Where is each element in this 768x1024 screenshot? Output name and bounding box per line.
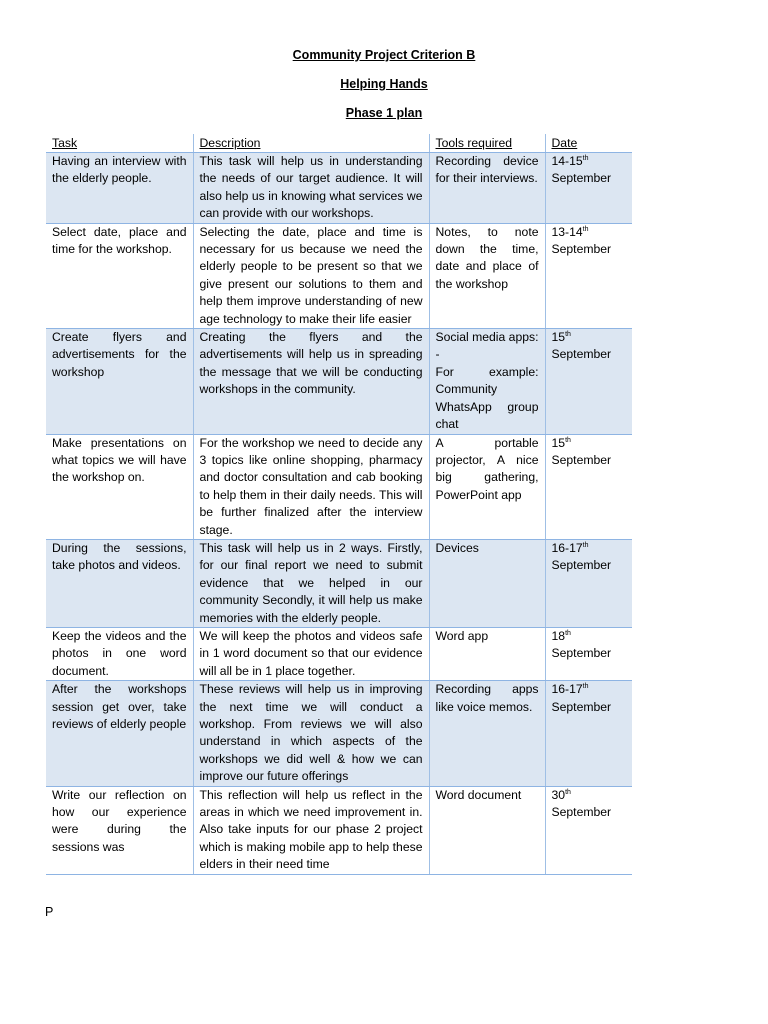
table-header-row [46,134,632,153]
date-month: September [551,558,612,573]
task-cell: During the sessions, take photos and videos. [46,539,193,627]
table-row [46,153,632,224]
table-row [46,681,632,786]
document-title: Community Project Criterion B [292,48,476,62]
date-day: 14-15 [551,154,583,168]
date-suffix: th [565,629,571,637]
date-suffix: th [582,541,589,549]
date-day: 13-14 [551,224,583,239]
task-cell: Having an interview with the elderly people. [46,153,193,224]
task-cell: After the workshops session get over, take reviews of elderly people [46,681,193,786]
date-cell [545,539,632,627]
column-header-date: Date [545,134,632,153]
task-cell: Make presentations on what topics we will have the workshop on. [46,434,193,539]
tools-cell: Devices [429,539,545,627]
tools-cell: A portable projector, A nice big gathering, PowerPoint app [429,434,545,539]
footer-text: P [45,905,54,919]
date-day: 15 [551,330,566,345]
date-month: September [551,171,612,186]
date-cell [545,681,632,786]
tools-cell: Social media apps: - For example: Community WhatsApp group chat [429,329,545,434]
date-day: 15 [551,435,566,450]
date-day: 30 [551,787,566,802]
tools-cell: Word app [429,627,545,680]
table-row [46,539,632,627]
description-cell: We will keep the photos and videos safe in 1 word document so that our evidence will all be in 1 place together. [193,627,429,680]
date-day: 18 [551,628,566,643]
date-suffix: th [582,225,589,233]
date-cell [545,223,632,328]
table-row [46,223,632,328]
date-cell [545,786,632,874]
date-month: September [551,347,612,362]
description-cell: This reflection will help us reflect in the areas in which we need improvement in. Also take inputs for our phase 2 project which is making mobile app to help these elders in their need time [193,786,429,874]
plan-table [46,134,632,875]
tools-cell: Recording device for their interviews. [429,153,545,224]
date-cell [545,627,632,680]
date-day: 16-17 [551,540,583,555]
project-name: Helping Hands [340,77,428,91]
date-suffix: th [565,331,571,338]
column-header-description: Description [193,134,429,153]
tools-cell: Word document [429,786,545,874]
table-row [46,434,632,539]
date-cell [545,434,632,539]
date-suffix: th [582,154,589,162]
date-month: September [551,805,612,820]
phase-title: Phase 1 plan [345,106,423,120]
description-cell: This task will help us in understanding the needs of our target audience. It will also help us in knowing what services we can provide with our workshops. [193,153,429,224]
task-cell: Select date, place and time for the workshop. [46,223,193,328]
tools-cell: Notes, to note down the time, date and place of the workshop [429,223,545,328]
date-suffix: th [565,788,571,796]
description-cell: For the workshop we need to decide any 3 topics like online shopping, pharmacy and doctor consultation and cab booking to help them in their daily needs. This will be further finalized after the interview stage. [193,434,429,539]
description-cell: Selecting the date, place and time is necessary for us because we need the elderly people to be present so that we give present our solutions to them and help them improve understanding of new age technology to make their life easier [193,223,429,328]
date-month: September [551,452,612,467]
description-cell: These reviews will help us in improving the next time we will conduct a workshop. From reviews we will also understand in which aspects of the workshops we did well & how we can improve our future offerings [193,681,429,786]
tools-cell: Recording apps like voice memos. [429,681,545,786]
date-month: September [551,699,612,714]
date-day: 16-17 [551,682,583,697]
date-month: September [551,646,612,661]
task-cell: Create flyers and advertisements for the workshop [46,329,193,434]
date-cell [545,329,632,434]
date-suffix: th [565,436,571,444]
description-cell: This task will help us in 2 ways. Firstly, for our final report we need to submit evidence that we helped in our community Secondly, it will help us make memories with the elderly people. [193,539,429,627]
task-cell: Write our reflection on how our experience were during the sessions was [46,786,193,874]
table-row [46,786,632,874]
task-cell: Keep the videos and the photos in one word document. [46,627,193,680]
table-row [46,627,632,680]
column-header-tools: Tools required [429,134,545,153]
date-suffix: th [582,683,589,691]
date-cell [545,153,632,224]
description-cell: Creating the flyers and the advertisements will help us in spreading the message that we will be conducting workshops in the community. [193,329,429,434]
table-row [46,329,632,434]
date-month: September [551,242,612,257]
column-header-task: Task [46,134,193,153]
